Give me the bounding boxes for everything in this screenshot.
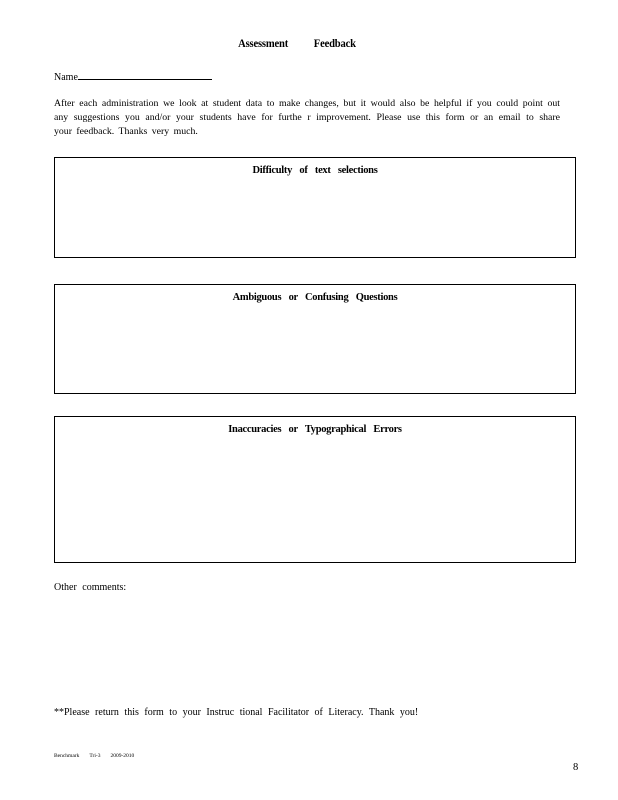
footer-year: 2009-2010 [110, 753, 135, 759]
difficulty-box-title: Difficulty of text selections [252, 165, 378, 176]
page-number: 8 [573, 762, 579, 773]
footer-info [54, 753, 144, 759]
difficulty-feedback-box[interactable] [54, 157, 576, 258]
intro-paragraph: After each administration we look at student data to make changes, but it would also be helpful if you could point out any suggestions you and/or your students have for furthe r improvement. Please use this form or an email to share your feedback. Thanks very much. [54, 98, 560, 137]
name-blank-line[interactable] [78, 69, 212, 80]
footer-term: Tri-3 [89, 753, 101, 759]
footer-benchmark: Benchmark [54, 753, 80, 759]
title-word-feedback: Feedback [313, 38, 356, 50]
title-word-assessment: Assessment [238, 38, 289, 50]
ambiguous-questions-box[interactable] [54, 284, 576, 394]
inaccuracies-box-title: Inaccuracies or Typographical Errors [228, 424, 402, 435]
inaccuracies-box[interactable] [54, 416, 576, 563]
name-field-row [54, 69, 212, 83]
ambiguous-box-title: Ambiguous or Confusing Questions [232, 292, 398, 303]
name-label: Name [54, 72, 78, 83]
other-comments-label: Other comments: [54, 582, 127, 593]
closing-note: **Please return this form to your Instruc tional Facilitator of Literacy. Thank you! [54, 707, 419, 718]
document-title [24, 38, 570, 50]
